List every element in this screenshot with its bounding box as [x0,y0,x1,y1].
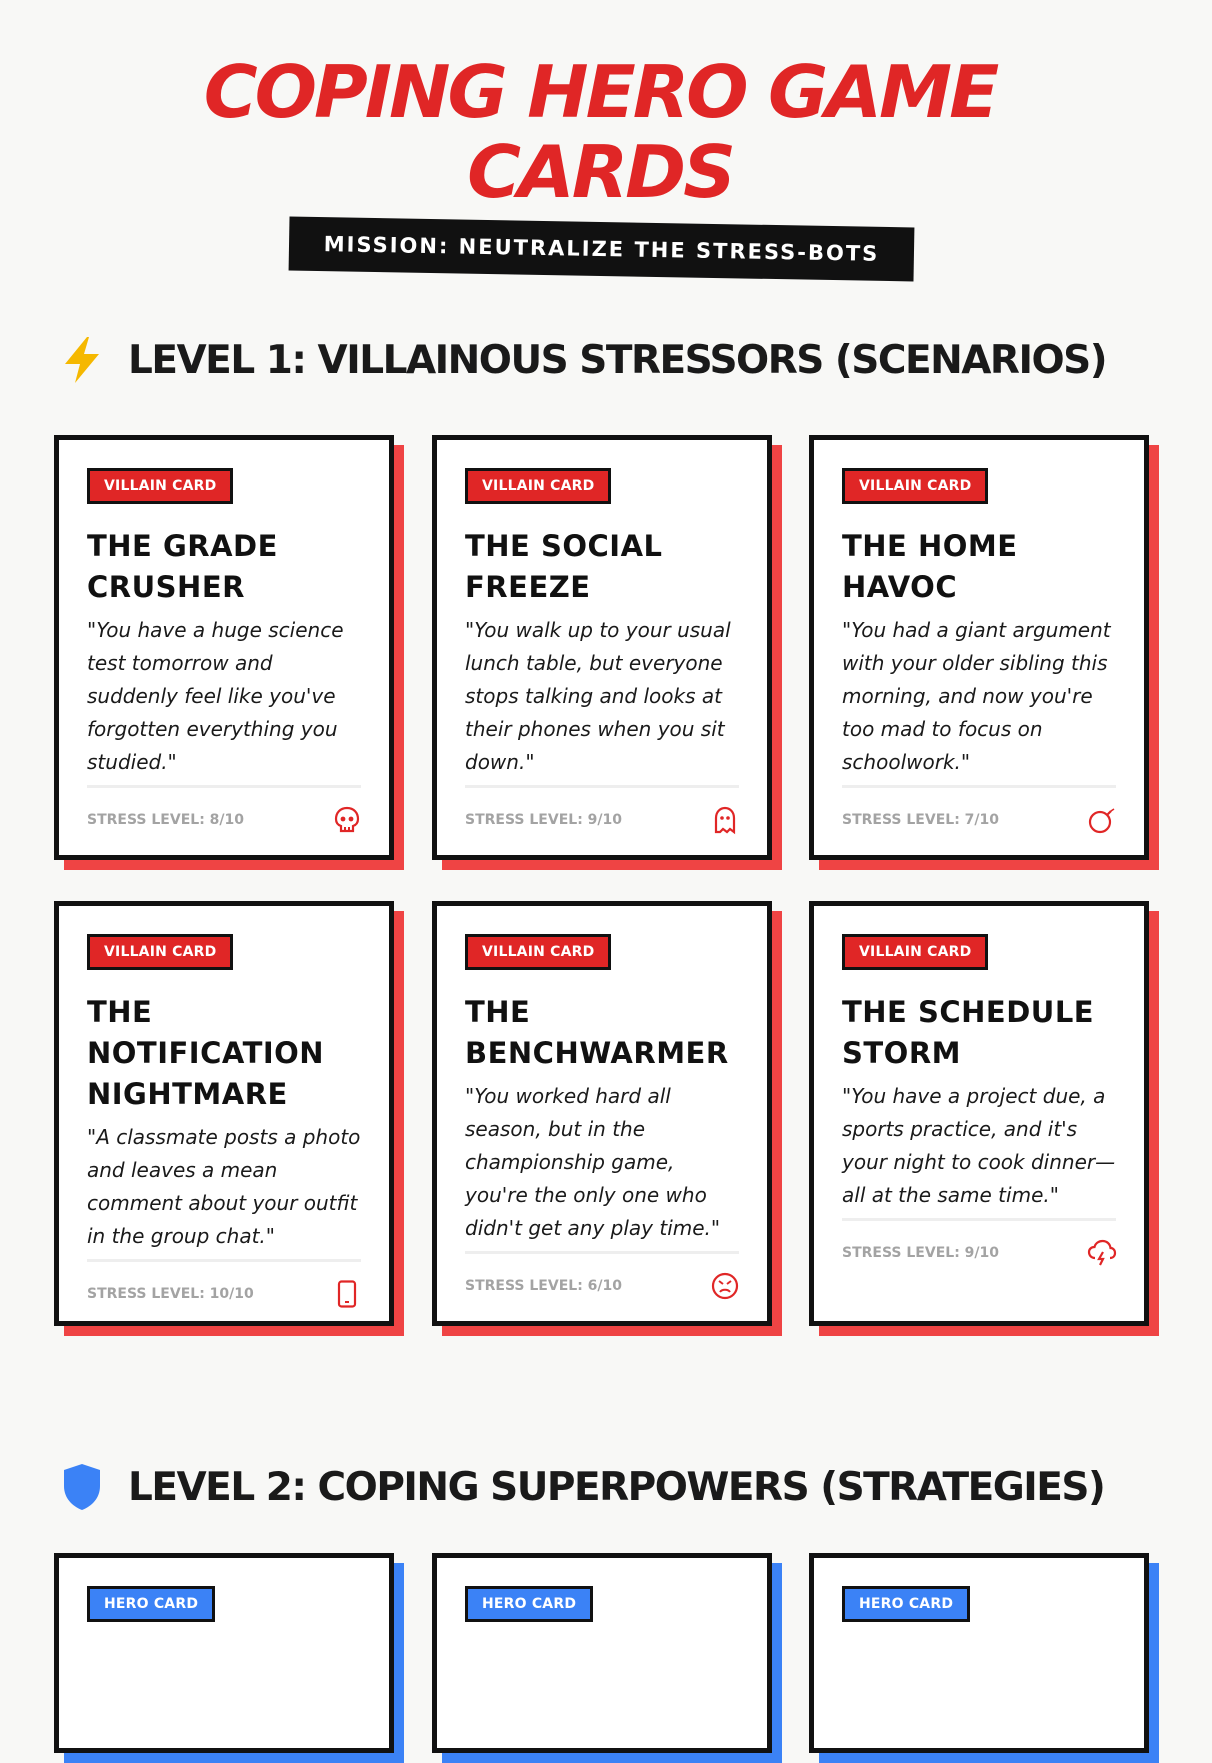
lightning-bolt-icon [56,334,108,386]
card-body[interactable] [809,901,1149,1326]
level2-heading [56,1461,1104,1513]
card-footer [87,1276,361,1312]
card-quote: "A classmate posts a photo and leaves a mean comment about your outfit in the group chat." [87,1121,361,1262]
card-body[interactable] [432,1553,772,1753]
shield-icon [56,1461,108,1513]
card-quote: "You walk up to your usual lunch table, but everyone stops talking and looks at their phones when you sit down." [465,614,739,788]
card-footer [842,802,1116,838]
stress-level: STRESS LEVEL: 7/10 [842,812,1000,828]
card-quote: "You had a giant argument with your older sibling this morning, and now you're too mad to focus on schoolwork." [842,614,1116,788]
card-title: THE SCHEDULE STORM [842,995,1095,1070]
card-body[interactable] [432,435,772,860]
villain-badge: VILLAIN CARD [465,468,611,504]
card-body[interactable] [54,901,394,1326]
hero-badge: HERO CARD [465,1586,593,1622]
stress-level: STRESS LEVEL: 10/10 [87,1286,254,1302]
card-quote: "You have a huge science test tomorrow and suddenly feel like you've forgotten everything you studied." [87,614,361,788]
level1-heading [56,334,1106,386]
card-body[interactable] [809,1553,1149,1753]
villain-badge: VILLAIN CARD [465,934,611,970]
card-body[interactable] [809,435,1149,860]
card-body[interactable] [432,901,772,1326]
stress-level: STRESS LEVEL: 6/10 [465,1278,623,1294]
villain-badge: VILLAIN CARD [842,934,988,970]
sad-face-icon [711,1272,739,1300]
villain-badge: VILLAIN CARD [87,468,233,504]
hero-badge: HERO CARD [842,1586,970,1622]
ghost-icon [711,806,739,834]
card-body[interactable] [54,1553,394,1753]
skull-icon [333,806,361,834]
card-footer [87,802,361,838]
villain-badge: VILLAIN CARD [842,468,988,504]
card-quote: "You worked hard all season, but in the championship game, you're the only one who didn't get any play time." [465,1080,739,1254]
card-title: THE BENCHWARMER [465,995,729,1070]
card-quote: "You have a project due, a sports practice, and it's your night to cook dinner—all at the same time." [842,1080,1116,1221]
card-footer [465,1268,739,1304]
page-title-line1: COPING HERO GAME [203,50,997,134]
card-footer [465,802,739,838]
card-footer [842,1235,1116,1271]
stress-level: STRESS LEVEL: 9/10 [842,1245,1000,1261]
level2-heading-text: LEVEL 2: COPING SUPERPOWERS (STRATEGIES) [128,1464,1105,1510]
phone-icon [333,1280,361,1308]
bomb-icon [1088,806,1116,834]
card-body[interactable] [54,435,394,860]
page-title [0,52,1212,212]
storm-cloud-icon [1088,1239,1116,1267]
page-title-line2: CARDS [467,130,733,214]
stress-level: STRESS LEVEL: 9/10 [465,812,623,828]
villain-badge: VILLAIN CARD [87,934,233,970]
card-title: THE HOME HAVOC [842,529,1018,604]
card-title: THE SOCIAL FREEZE [465,529,663,604]
card-title: THE NOTIFICATION NIGHTMARE [87,995,325,1111]
stress-level: STRESS LEVEL: 8/10 [87,812,245,828]
hero-badge: HERO CARD [87,1586,215,1622]
level1-heading-text: LEVEL 1: VILLAINOUS STRESSORS (SCENARIOS) [128,337,1107,383]
card-title: THE GRADE CRUSHER [87,529,278,604]
mission-banner: MISSION: NEUTRALIZE THE STRESS-BOTS [289,217,915,282]
